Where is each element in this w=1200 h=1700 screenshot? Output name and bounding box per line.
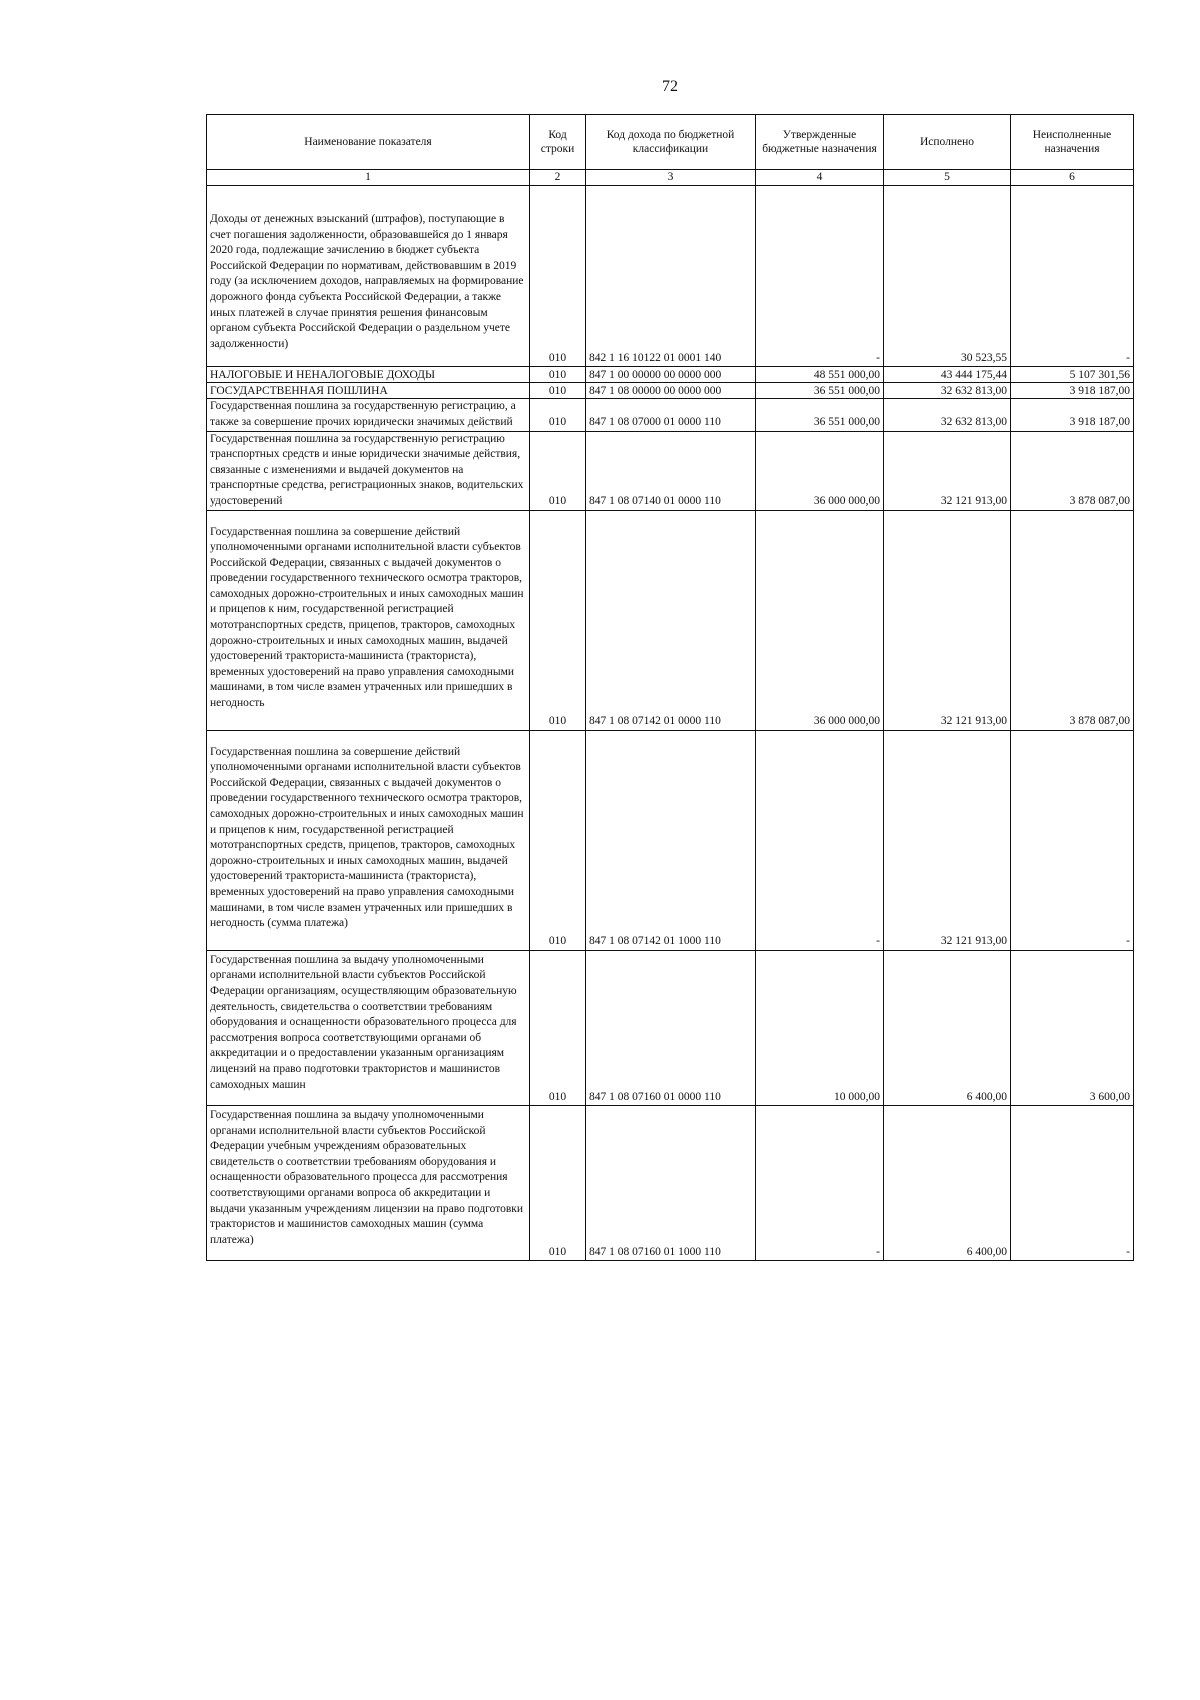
table-row	[207, 431, 1134, 510]
row-income-code: 847 1 00 00000 00 0000 000	[586, 367, 756, 383]
row-approved: 36 000 000,00	[756, 510, 884, 730]
header-name: Наименование показателя	[207, 115, 530, 170]
row-executed: 6 400,00	[884, 950, 1011, 1105]
row-approved: 10 000,00	[756, 950, 884, 1105]
row-unexecuted: -	[1011, 186, 1134, 367]
row-income-code: 847 1 08 07160 01 1000 110	[586, 1106, 756, 1261]
row-executed: 32 121 913,00	[884, 510, 1011, 730]
row-line-code: 010	[530, 510, 586, 730]
row-line-code: 010	[530, 186, 586, 367]
header-executed: Исполнено	[884, 115, 1011, 170]
table-row	[207, 730, 1134, 950]
budget-execution-table	[206, 114, 1134, 1261]
row-line-code: 010	[530, 383, 586, 399]
row-approved: 36 000 000,00	[756, 431, 884, 510]
row-executed: 43 444 175,44	[884, 367, 1011, 383]
column-number: 2	[530, 170, 586, 186]
column-number: 3	[586, 170, 756, 186]
row-income-code: 847 1 08 07000 01 0000 110	[586, 399, 756, 431]
row-approved: -	[756, 730, 884, 950]
table-row	[207, 383, 1134, 399]
column-number: 6	[1011, 170, 1134, 186]
table-row	[207, 1106, 1134, 1261]
row-income-code: 847 1 08 07140 01 0000 110	[586, 431, 756, 510]
row-line-code: 010	[530, 367, 586, 383]
row-name: НАЛОГОВЫЕ И НЕНАЛОГОВЫЕ ДОХОДЫ	[207, 367, 530, 383]
row-unexecuted: 3 878 087,00	[1011, 510, 1134, 730]
row-line-code: 010	[530, 431, 586, 510]
column-number: 5	[884, 170, 1011, 186]
row-income-code: 847 1 08 00000 00 0000 000	[586, 383, 756, 399]
header-approved: Утвержденные бюджетные назначения	[756, 115, 884, 170]
row-income-code: 842 1 16 10122 01 0001 140	[586, 186, 756, 367]
row-unexecuted: -	[1011, 730, 1134, 950]
row-approved: -	[756, 1106, 884, 1261]
row-executed: 32 121 913,00	[884, 730, 1011, 950]
row-line-code: 010	[530, 399, 586, 431]
row-name: Доходы от денежных взысканий (штрафов), поступающие в счет погашения задолженности, образовавшейся до 1 января 2020 года, подлежащие зачислению в бюджет субъекта Российской Федерации по нормативам, действовавшим в 2019 году (за исключением доходов, направляемых на формирование дорожного фонда субъекта Российской Федерации, а также иных платежей в случае принятия решения финансовым органом субъекта Российской Федерации о раздельном учете задолженности)	[207, 186, 530, 367]
row-unexecuted: 3 878 087,00	[1011, 431, 1134, 510]
row-name: Государственная пошлина за выдачу уполномоченными органами исполнительной власти субъектов Российской Федерации учебным учреждениям образовательных свидетельств о соответствии требованиям оборудования и оснащенности образовательного процесса для рассмотрения соответствующими органами вопроса об аккредитации и выдачи указанным учреждениям лицензии на право подготовки трактористов и машинистов самоходных машин (сумма платежа)	[207, 1106, 530, 1261]
row-line-code: 010	[530, 950, 586, 1105]
table-row	[207, 367, 1134, 383]
header-line-code: Код строки	[530, 115, 586, 170]
row-executed: 32 632 813,00	[884, 399, 1011, 431]
row-unexecuted: 3 918 187,00	[1011, 383, 1134, 399]
column-number-row	[207, 170, 1134, 186]
table-header-row	[207, 115, 1134, 170]
table-row	[207, 399, 1134, 431]
row-executed: 32 632 813,00	[884, 383, 1011, 399]
header-income-code: Код дохода по бюджетной классификации	[586, 115, 756, 170]
row-line-code: 010	[530, 730, 586, 950]
table-row	[207, 186, 1134, 367]
page-number: 72	[662, 78, 678, 95]
row-unexecuted: 3 600,00	[1011, 950, 1134, 1105]
row-executed: 6 400,00	[884, 1106, 1011, 1261]
row-approved: 36 551 000,00	[756, 383, 884, 399]
row-name: Государственная пошлина за совершение действий уполномоченными органами исполнительной власти субъектов Российской Федерации, связанных с выдачей документов о проведении государственного технического осмотра тракторов, самоходных дорожно-строительных и иных самоходных машин и прицепов к ним, государственной регистрацией мототранспортных средств, прицепов, тракторов, самоходных дорожно-строительных и иных самоходных машин, выдачей удостоверений тракториста-машиниста (тракториста), временных удостоверений на право управления самоходными машинами, в том числе взамен утраченных или пришедших в негодность	[207, 510, 530, 730]
row-executed: 30 523,55	[884, 186, 1011, 367]
row-unexecuted: -	[1011, 1106, 1134, 1261]
row-income-code: 847 1 08 07142 01 0000 110	[586, 510, 756, 730]
row-name: Государственная пошлина за выдачу уполномоченными органами исполнительной власти субъектов Российской Федерации организациям, осуществляющим образовательную деятельность, свидетельства о соответствии требованиям оборудования и оснащенности образовательного процесса для рассмотрения вопроса соответствующими органами об аккредитации и о предоставлении указанным организациям лицензий на право подготовки трактористов и машинистов самоходных машин	[207, 950, 530, 1105]
table-row	[207, 510, 1134, 730]
header-unexecuted: Неисполненные назначения	[1011, 115, 1134, 170]
row-name: Государственная пошлина за государственную регистрацию, а также за совершение прочих юридически значимых действий	[207, 399, 530, 431]
table-row	[207, 950, 1134, 1105]
row-line-code: 010	[530, 1106, 586, 1261]
row-approved: 48 551 000,00	[756, 367, 884, 383]
row-name: ГОСУДАРСТВЕННАЯ ПОШЛИНА	[207, 383, 530, 399]
column-number: 1	[207, 170, 530, 186]
row-executed: 32 121 913,00	[884, 431, 1011, 510]
column-number: 4	[756, 170, 884, 186]
row-unexecuted: 5 107 301,56	[1011, 367, 1134, 383]
row-name: Государственная пошлина за совершение действий уполномоченными органами исполнительной власти субъектов Российской Федерации, связанных с выдачей документов о проведении государственного технического осмотра тракторов, самоходных дорожно-строительных и иных самоходных машин и прицепов к ним, государственной регистрацией мототранспортных средств, прицепов, тракторов, самоходных дорожно-строительных и иных самоходных машин, выдачей удостоверений тракториста-машиниста (тракториста), временных удостоверений на право управления самоходными машинами, в том числе взамен утраченных или пришедших в негодность (сумма платежа)	[207, 730, 530, 950]
row-income-code: 847 1 08 07142 01 1000 110	[586, 730, 756, 950]
row-unexecuted: 3 918 187,00	[1011, 399, 1134, 431]
row-name: Государственная пошлина за государственную регистрацию транспортных средств и иные юридически значимые действия, связанные с изменениями и выдачей документов на транспортные средства, регистрационных знаков, водительских удостоверений	[207, 431, 530, 510]
row-approved: 36 551 000,00	[756, 399, 884, 431]
row-income-code: 847 1 08 07160 01 0000 110	[586, 950, 756, 1105]
row-approved: -	[756, 186, 884, 367]
